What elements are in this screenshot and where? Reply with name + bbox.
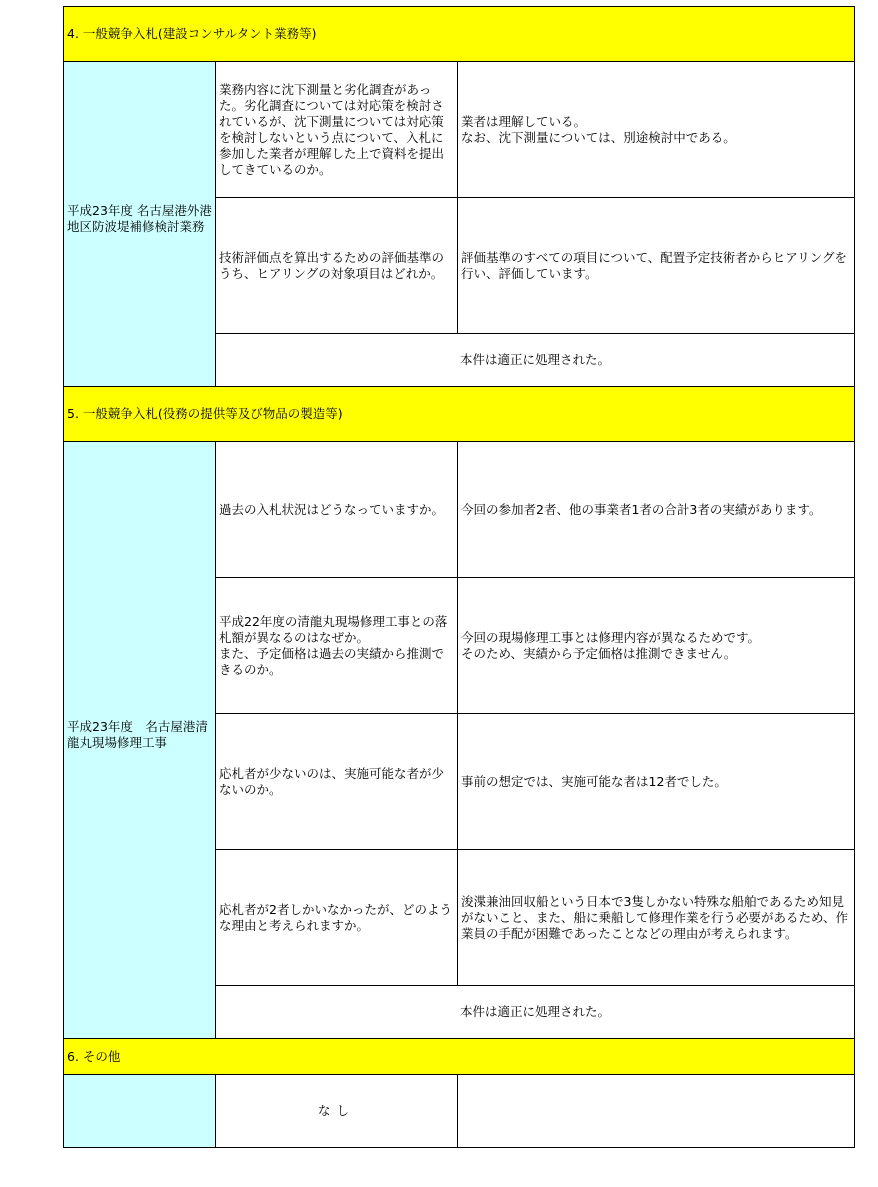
answer-cell: 評価基準のすべての項目について、配置予定技術者からヒアリングを行い、評価しています。 — [458, 198, 855, 334]
section-4-project-label: 平成23年度 名古屋港外港地区防波堤補修検討業務 — [67, 203, 212, 234]
section-4-header-row — [64, 7, 855, 62]
question-cell: なし — [216, 1075, 458, 1148]
question-cell: 応札者が2者しかいなかったが、どのような理由と考えられますか。 — [216, 850, 458, 986]
section-6-project-name — [64, 1075, 216, 1148]
table-row — [64, 62, 855, 198]
question-cell: 技術評価点を算出するための評価基準のうち、ヒアリングの対象項目はどれか。 — [216, 198, 458, 334]
section-5-title: 5. 一般競争入札(役務の提供等及び物品の製造等) — [64, 387, 855, 442]
answer-cell: 業者は理解している。 なお、沈下測量については、別途検討中である。 — [458, 62, 855, 198]
answer-cell: 今回の現場修理工事とは修理内容が異なるためです。 そのため、実績から予定価格は推測できません。 — [458, 578, 855, 714]
deliberation-table — [63, 6, 855, 1148]
section-6-header-row — [64, 1039, 855, 1075]
section-4-project-name — [64, 62, 216, 387]
table-row — [64, 1075, 855, 1148]
question-cell: 平成22年度の清龍丸現場修理工事との落札額が異なるのはなぜか。 また、予定価格は過去の実績から推測できるのか。 — [216, 578, 458, 714]
answer-cell: 事前の想定では、実施可能な者は12者でした。 — [458, 714, 855, 850]
question-cell: 応札者が少ないのは、実施可能な者が少ないのか。 — [216, 714, 458, 850]
section-5-result: 本件は適正に処理された。 — [216, 986, 855, 1039]
section-4-result: 本件は適正に処理された。 — [216, 334, 855, 387]
section-5-project-name — [64, 442, 216, 1039]
section-5-project-label: 平成23年度 名古屋港清龍丸現場修理工事 — [67, 719, 208, 750]
table-row — [64, 442, 855, 578]
answer-cell: 今回の参加者2者、他の事業者1者の合計3者の実績があります。 — [458, 442, 855, 578]
answer-cell — [458, 1075, 855, 1148]
section-6-title: 6. その他 — [64, 1039, 855, 1075]
question-cell: 過去の入札状況はどうなっていますか。 — [216, 442, 458, 578]
section-5-header-row — [64, 387, 855, 442]
answer-cell: 浚渫兼油回収船という日本で3隻しかない特殊な船舶であるため知見がないこと、また、船に乗船して修理作業を行う必要があるため、作業員の手配が困難であったことなどの理由が考えられます。 — [458, 850, 855, 986]
question-cell: 業務内容に沈下測量と劣化調査があった。劣化調査については対応策を検討されているが、沈下測量については対応策を検討しないという点について、入札に参加した業者が理解した上で資料を提出してきているのか。 — [216, 62, 458, 198]
section-4-title: 4. 一般競争入札(建設コンサルタント業務等) — [64, 7, 855, 62]
